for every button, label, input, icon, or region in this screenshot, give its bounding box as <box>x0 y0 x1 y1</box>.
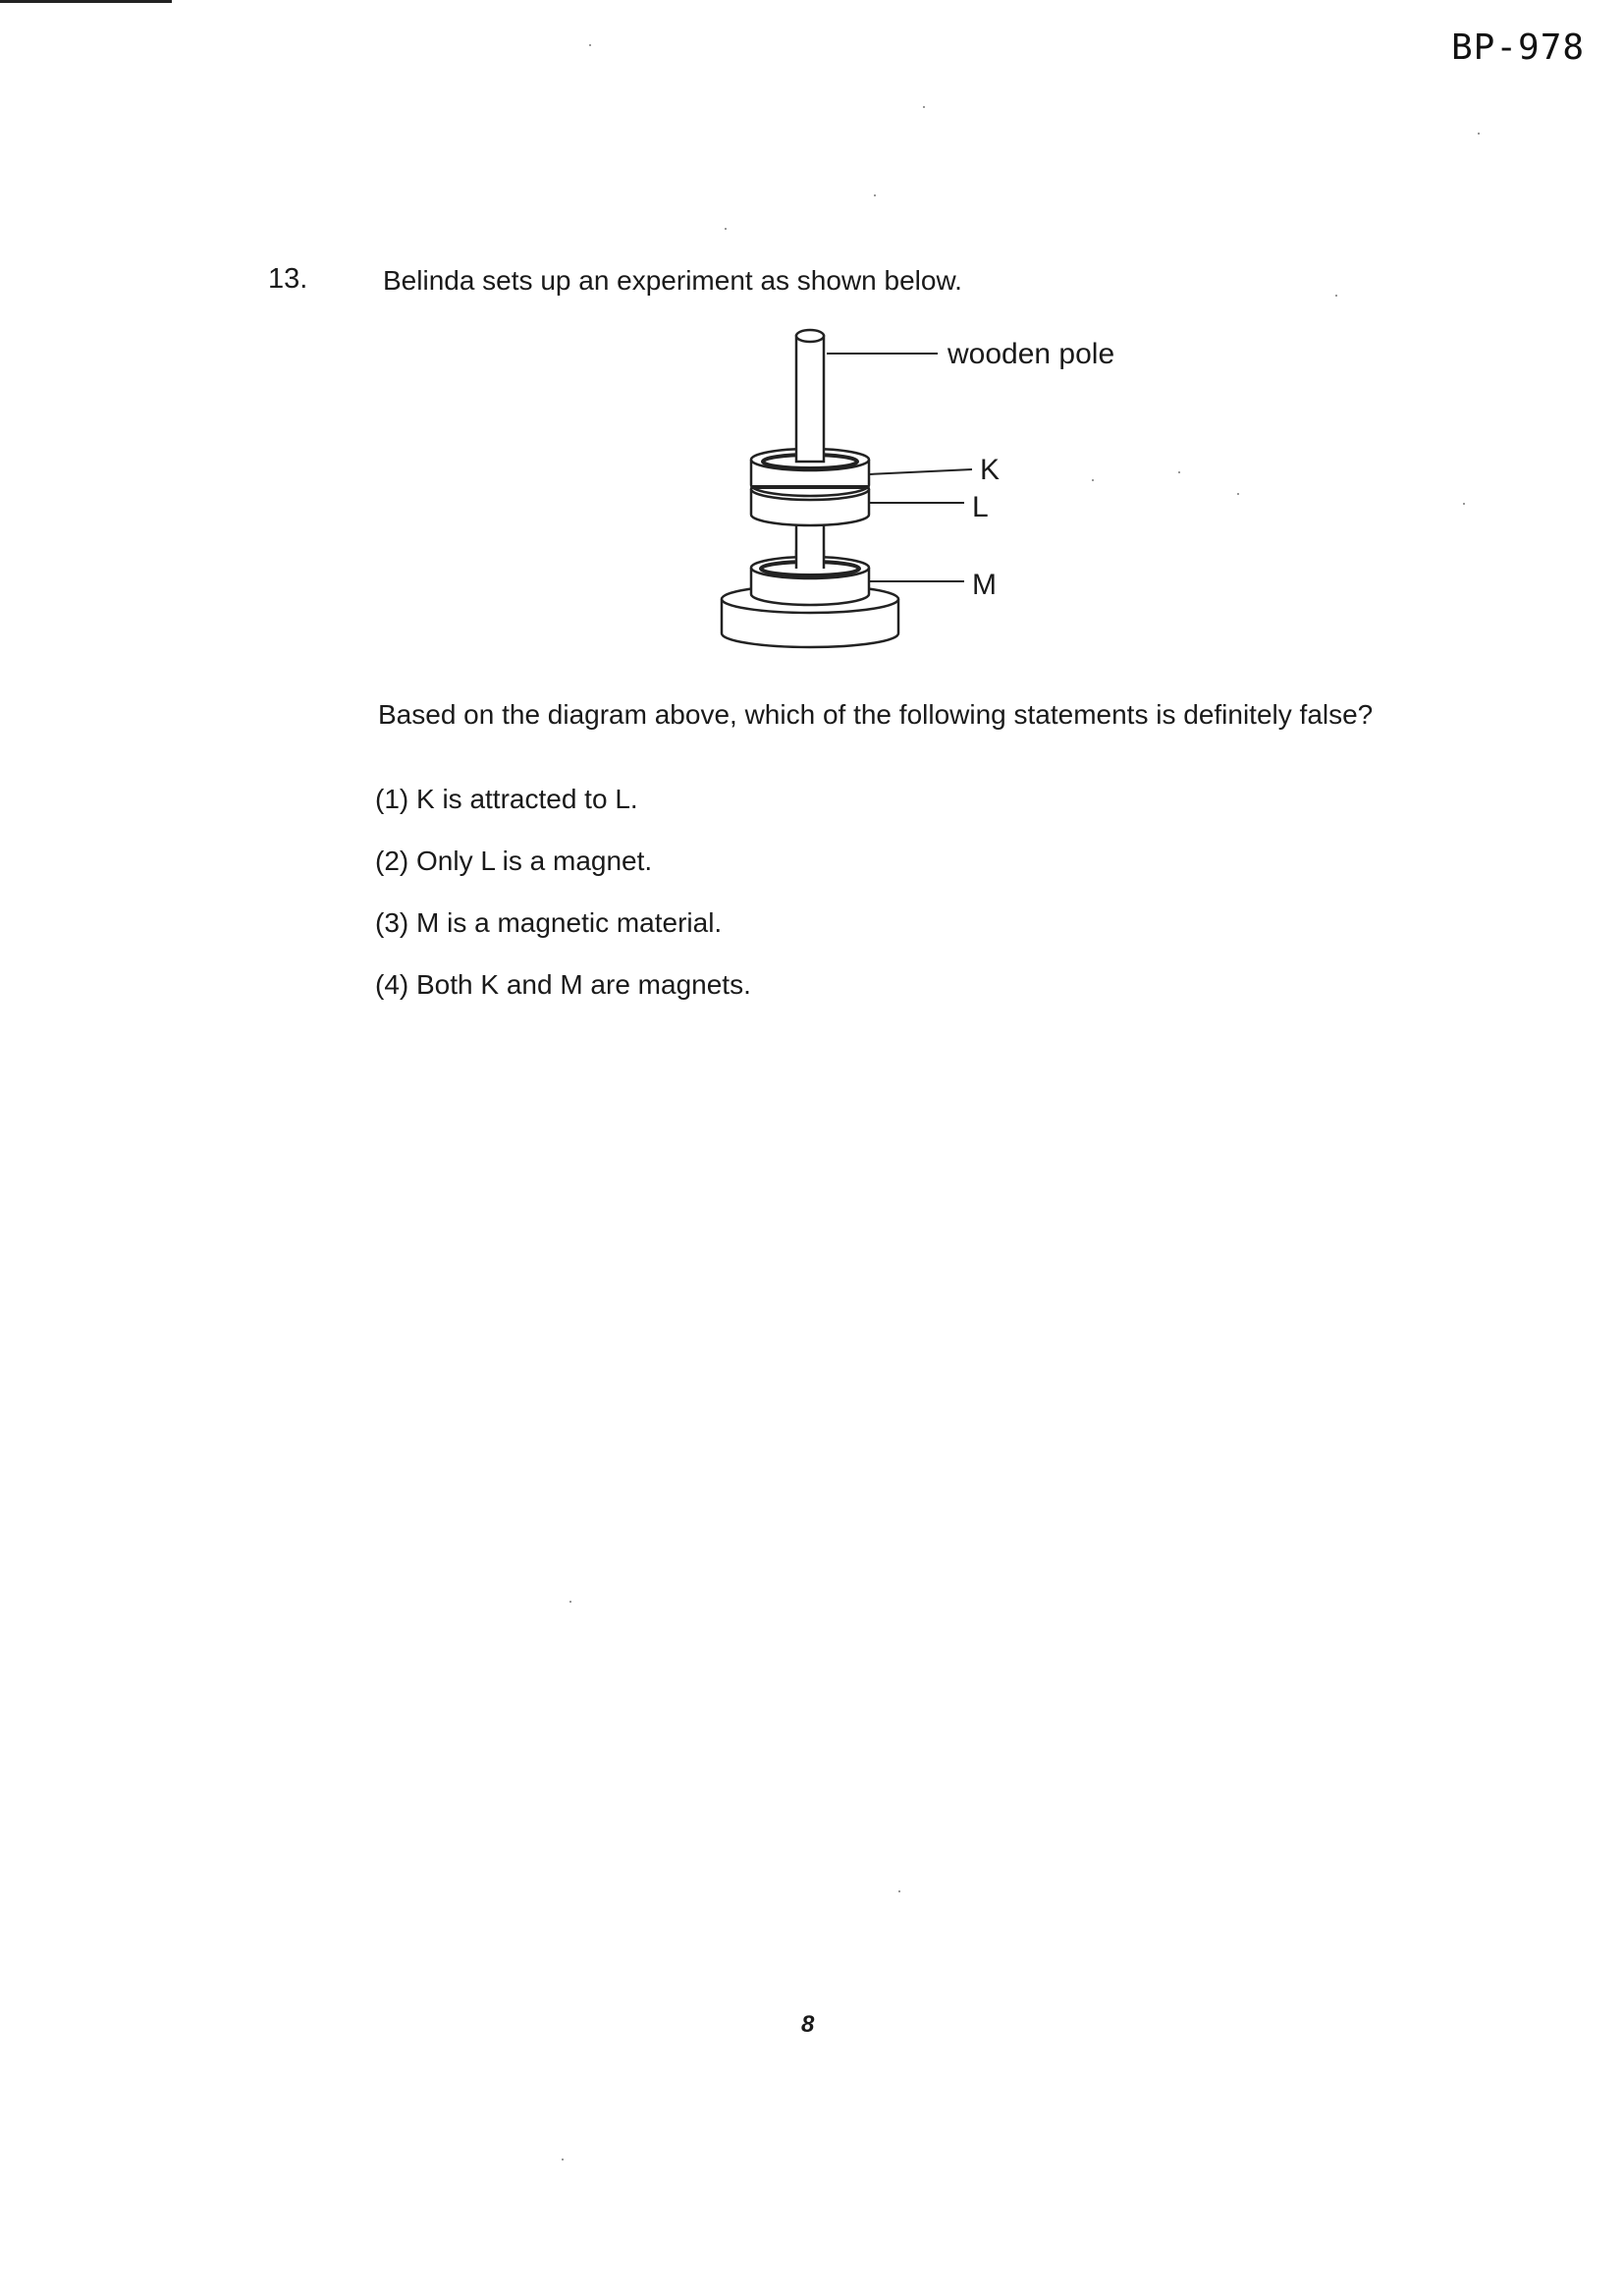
scan-speck <box>1463 503 1465 505</box>
ring-m <box>751 550 869 605</box>
scan-speck <box>725 228 727 230</box>
label-m: M <box>972 569 997 601</box>
scan-speck <box>569 1601 571 1603</box>
leader-k <box>869 469 972 474</box>
option-2: (2) Only L is a magnet. <box>375 846 653 876</box>
top-rule <box>0 0 172 3</box>
wooden-pole-upper <box>796 330 824 462</box>
scan-speck <box>1092 479 1094 481</box>
scan-speck <box>1178 471 1180 473</box>
question-number: 13. <box>268 263 308 295</box>
option-3: (3) M is a magnetic material. <box>375 907 723 938</box>
option-4: (4) Both K and M are magnets. <box>375 969 751 1000</box>
scan-speck <box>923 106 925 108</box>
scan-speck <box>1237 493 1239 495</box>
paper-code: BP-978 <box>1451 27 1586 68</box>
option-1: (1) K is attracted to L. <box>375 784 638 814</box>
scan-speck <box>589 44 591 46</box>
answer-options <box>375 782 751 1029</box>
question-prompt: Based on the diagram above, which of the following statements is definitely false? <box>378 699 1374 730</box>
scan-speck <box>1478 133 1480 135</box>
scan-speck <box>874 194 876 196</box>
scan-speck <box>1335 295 1337 297</box>
scan-speck <box>898 1890 900 1892</box>
experiment-diagram-svg <box>707 314 1159 658</box>
question-stem: Belinda sets up an experiment as shown below. <box>383 265 962 296</box>
label-l: L <box>972 491 989 523</box>
scan-speck <box>562 2159 564 2160</box>
experiment-diagram <box>707 314 1159 658</box>
page-number: 8 <box>801 2011 815 2038</box>
label-wooden-pole: wooden pole <box>947 338 1115 370</box>
label-k: K <box>980 454 1001 486</box>
